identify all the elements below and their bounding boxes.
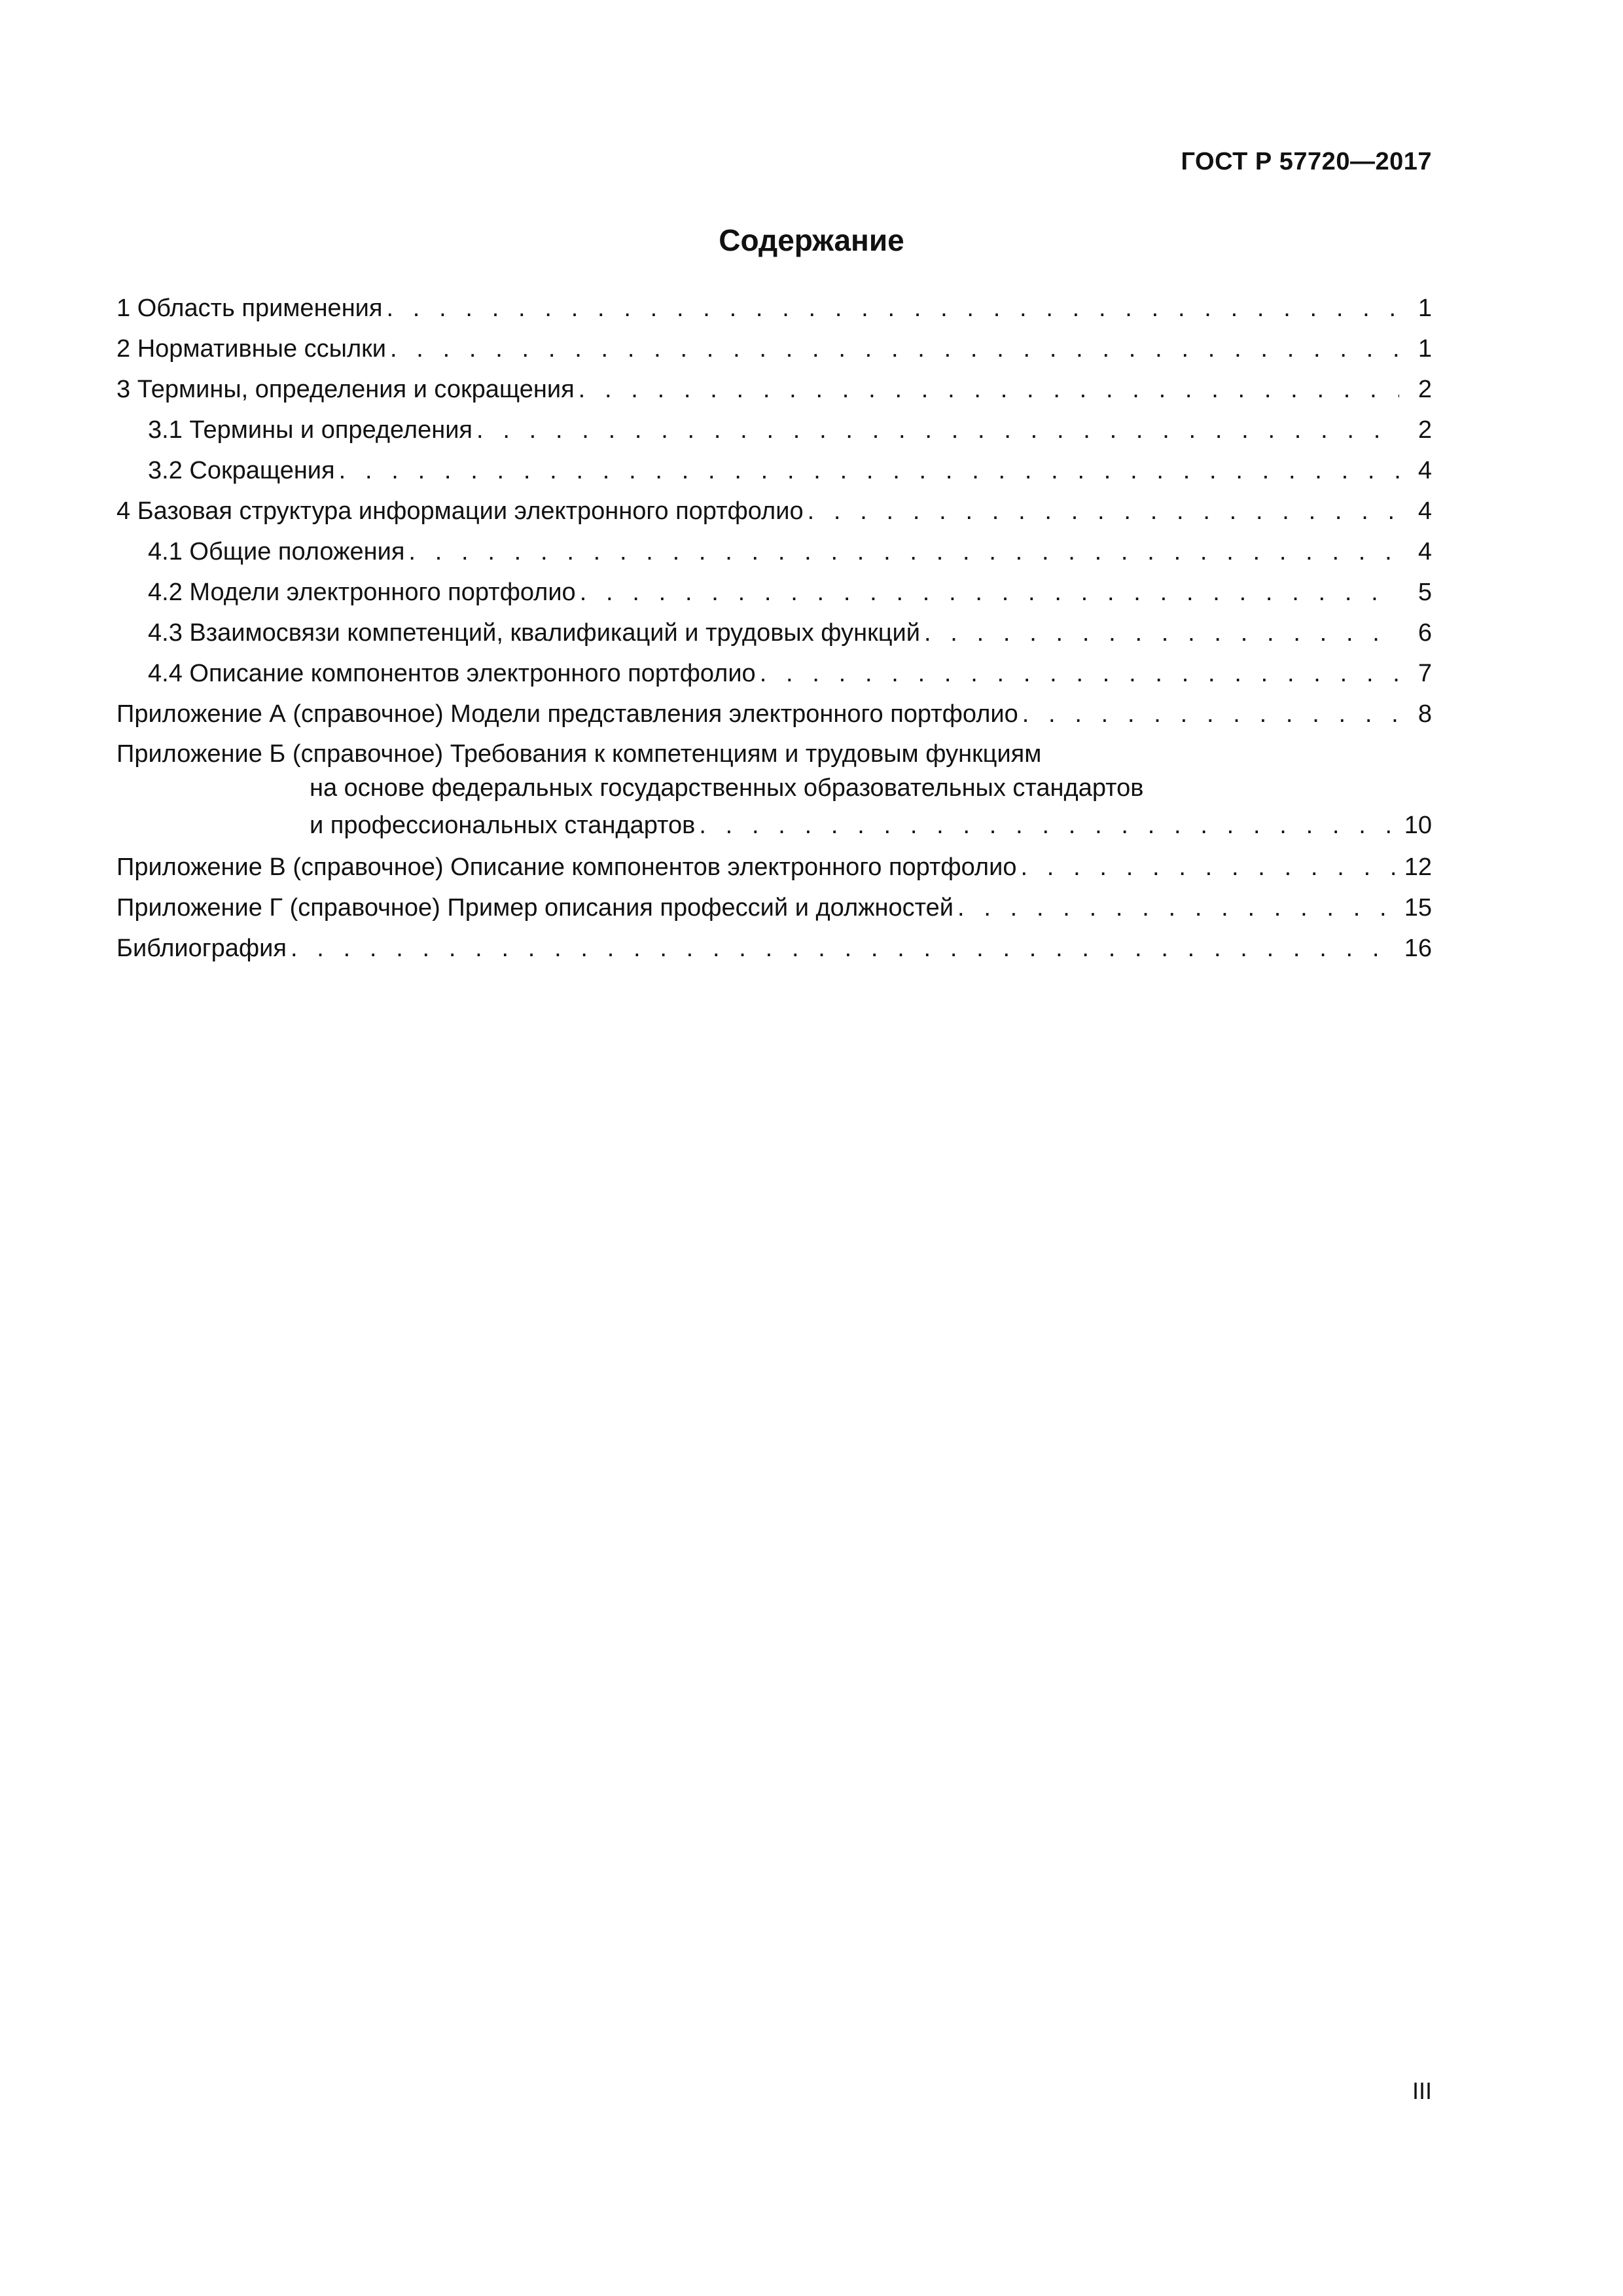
toc-entry-appendix-b[interactable] — [116, 737, 1432, 846]
toc-entry-page: 15 — [1404, 894, 1432, 922]
dot-leader — [957, 888, 1399, 928]
dot-leader — [408, 531, 1399, 572]
dot-leader — [579, 369, 1399, 410]
toc-entry-text: 4.2 Модели электронного портфолио — [148, 579, 576, 606]
toc-subentry[interactable] — [116, 653, 1432, 694]
toc-entry-text: Приложение Г (справочное) Пример описания профессий и должностей — [116, 894, 954, 922]
toc-entry[interactable] — [116, 928, 1432, 969]
dot-leader — [580, 572, 1399, 613]
toc-entry-text: 4.1 Общие положения — [148, 538, 405, 565]
toc-entry[interactable] — [116, 694, 1432, 734]
toc-entry-text: 3.1 Термины и определения — [148, 416, 473, 444]
toc-title: Содержание — [719, 223, 904, 257]
toc-entry[interactable] — [116, 288, 1432, 329]
toc-entry-text-line2: на основе федеральных государственных образовательных стандартов — [310, 774, 1144, 802]
toc-entry-page: 6 — [1418, 619, 1432, 647]
toc-entry-page: 4 — [1418, 457, 1432, 484]
toc-entry-text: 4.3 Взаимосвязи компетенций, квалификаций и трудовых функций — [148, 619, 920, 647]
toc-entry-page: 1 — [1418, 295, 1432, 322]
dot-leader — [1022, 694, 1399, 734]
toc-entry-page: 2 — [1418, 416, 1432, 444]
toc-entry-page: 4 — [1418, 538, 1432, 565]
toc-entry-text: Библиография — [116, 935, 287, 962]
toc-entry[interactable] — [116, 847, 1432, 888]
toc-entry-text-line1: Приложение Б (справочное) Требования к компетенциям и трудовым функциям — [116, 740, 1042, 768]
toc-subentry[interactable] — [116, 531, 1432, 572]
toc-entry-text: 4.4 Описание компонентов электронного портфолио — [148, 660, 756, 687]
document-code: ГОСТ Р 57720—2017 — [1181, 148, 1432, 175]
toc-subentry[interactable] — [116, 572, 1432, 613]
toc-entry-text: 3.2 Сокращения — [148, 457, 335, 484]
toc-subentry[interactable] — [116, 450, 1432, 491]
dot-leader — [386, 288, 1399, 329]
dot-leader — [476, 410, 1399, 450]
dot-leader — [390, 329, 1399, 369]
toc-entry-page: 2 — [1418, 376, 1432, 403]
toc-subentry[interactable] — [116, 613, 1432, 653]
dot-leader — [808, 491, 1399, 531]
toc-entry-text: 1 Область применения — [116, 295, 383, 322]
toc-entry-text: Приложение В (справочное) Описание компонентов электронного портфолио — [116, 853, 1017, 881]
dot-leader — [760, 653, 1399, 694]
toc-entry-page: 5 — [1418, 579, 1432, 606]
toc-entry-page: 12 — [1404, 853, 1432, 881]
toc-entry[interactable] — [116, 369, 1432, 410]
toc-entry[interactable] — [116, 329, 1432, 369]
toc-entry-page: 16 — [1404, 935, 1432, 962]
toc-entry-page: 4 — [1418, 497, 1432, 525]
toc-entry-page: 8 — [1418, 700, 1432, 728]
toc-subentry[interactable] — [116, 410, 1432, 450]
toc-entry-text: 2 Нормативные ссылки — [116, 335, 386, 363]
dot-leader — [291, 928, 1399, 969]
dot-leader — [924, 613, 1399, 653]
toc-entry-text: 3 Термины, определения и сокращения — [116, 376, 575, 403]
page-number: III — [1412, 2077, 1432, 2104]
toc-entry-text: Приложение А (справочное) Модели представления электронного портфолио — [116, 700, 1018, 728]
dot-leader — [699, 805, 1399, 846]
toc-entry[interactable] — [116, 491, 1432, 531]
toc-entry-text: 4 Базовая структура информации электронного портфолио — [116, 497, 804, 525]
table-of-contents — [116, 288, 1432, 969]
toc-entry-text-line3: и профессиональных стандартов — [310, 812, 696, 839]
toc-entry-page: 10 — [1404, 812, 1432, 839]
toc-entry-page: 1 — [1418, 335, 1432, 363]
toc-entry[interactable] — [116, 888, 1432, 928]
dot-leader — [1020, 847, 1399, 888]
dot-leader — [339, 450, 1399, 491]
toc-entry-page: 7 — [1418, 660, 1432, 687]
